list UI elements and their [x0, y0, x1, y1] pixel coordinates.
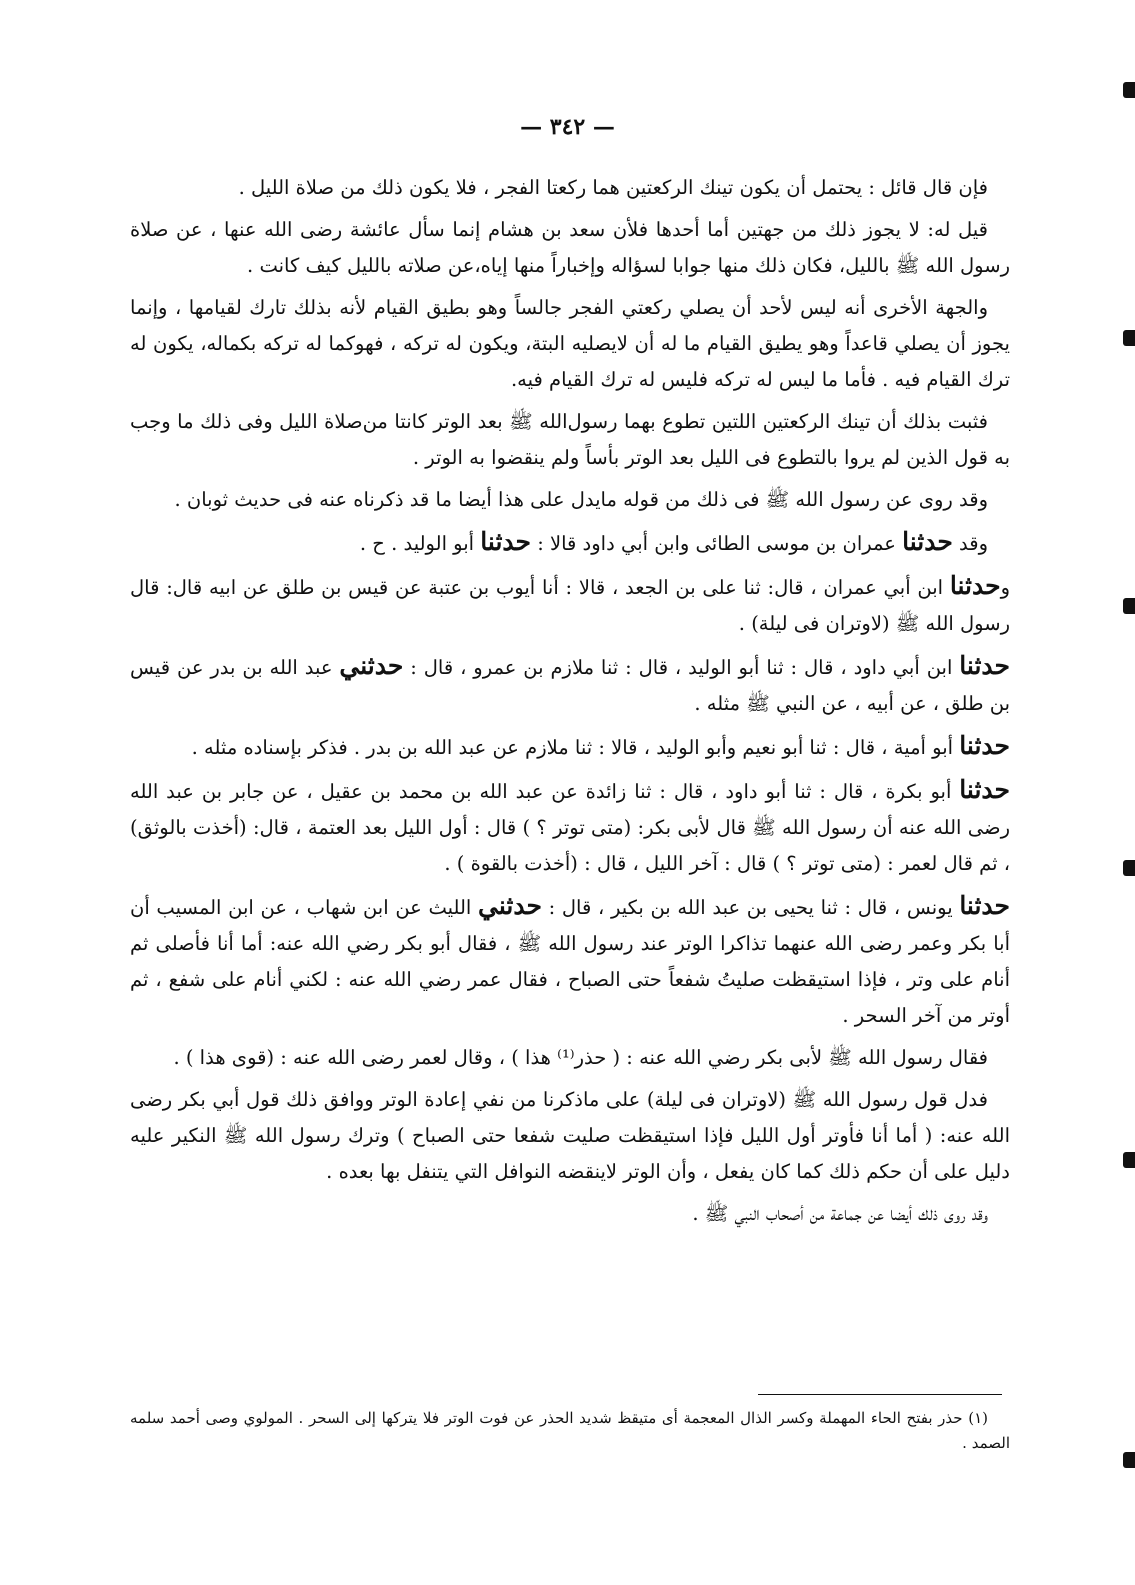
page-number: — ٣٤٢ — — [520, 114, 615, 140]
narration-word: حدثنا — [959, 651, 1010, 680]
paragraph: والجهة الأخرى أنه ليس لأحد أن يصلي ركعتي الفجر جالساً وهو بطيق القيام لأنه بذلك تارك لقيامها ، وإنما يجوز أن يصلي قاعداً وهو يطيق القيام ما له أن لايصليه البتة، ويكون له تركه ، فهوكما له تركه بكماله، يكون له ترك القيام فيه . فأما ما ليس له تركه فليس له ترك القيام فيه. — [130, 296, 1010, 391]
narration-word: حدثني — [339, 651, 404, 680]
hadith-prefix: وقد — [952, 532, 988, 555]
narration-word: حدثنا — [902, 527, 953, 556]
edge-mark — [1123, 1452, 1135, 1468]
hadith-prefix: و — [1000, 576, 1010, 599]
narration-word: حدثنا — [959, 775, 1010, 804]
hadith-text: ابن أبي عمران ، قال: ثنا على بن الجعد ، قالا : أنا أيوب بن عتبة عن قيس بن طلق عن ابيه قال: قال رسول الله ﷺ (لاوتران فى ليلة) . — [130, 576, 1010, 635]
paragraph: وقد روى ذلك أيضا عن جماعة من أصحاب النبي ﷺ . — [692, 1202, 988, 1225]
edge-mark — [1123, 860, 1135, 876]
narration-word: حدثنا — [959, 891, 1011, 920]
hadith-paragraph — [130, 524, 1010, 562]
paragraph: قيل له: لا يجوز ذلك من جهتين أما أحدها فلأن سعد بن هشام إنما سأل عائشة رضى الله عنها ، عن صلاة رسول الله ﷺ بالليل، فكان ذلك منها جوابا لسؤاله وإخباراً منها إياه،عن صلاته بالليل كيف كانت . — [130, 218, 1010, 277]
footnote-divider — [758, 1394, 1002, 1395]
hadith-text: أبو الوليد . ح . — [359, 532, 481, 555]
paragraph: فدل قول رسول الله ﷺ (لاوتران فى ليلة) على ماذكرنا من نفي إعادة الوتر ووافق ذلك قول أبي بكر رضى الله عنه: ( أما أنا فأوتر أول الليل فإذا استيقظت صليت شفعا حتى الصباح ) وترك رسول الله ﷺ النكير عليه دليل على أن حكم ذلك كما كان يفعل ، وأن الوتر لاينقضه النوافل التي يتنفل بها بعده . — [130, 1088, 1010, 1183]
paragraph: فإن قال قائل : يحتمل أن يكون تينك الركعتين هما ركعتا الفجر ، فلا يكون ذلك من صلاة الليل . — [238, 176, 988, 199]
hadith-paragraph — [130, 568, 1010, 642]
narration-word: حدثني — [478, 891, 542, 920]
hadith-paragraph — [130, 648, 1010, 722]
edge-mark — [1123, 82, 1135, 98]
paragraph: فقال رسول الله ﷺ لأبى بكر رضي الله عنه : ( حذر⁽¹⁾ هذا ) ، وقال لعمر رضى الله عنه : (قوى هذا ) . — [173, 1046, 988, 1069]
hadith-paragraph — [130, 728, 1010, 766]
hadith-text: يونس ، قال : ثنا يحيى بن عبد الله بن بكير ، قال : — [541, 896, 960, 919]
edge-mark — [1123, 598, 1135, 614]
paragraph: فثبت بذلك أن تينك الركعتين اللتين تطوع بهما رسول‌الله ﷺ بعد الوتر كانتا من‌صلاة الليل وفى ذلك ما وجب به قول الذين لم يروا بالتطوع فى الليل بعد الوتر بأساً ولم ينقضوا به الوتر . — [130, 410, 1010, 469]
main-text — [130, 170, 1010, 1238]
footnotes — [130, 1406, 1010, 1456]
edge-mark — [1123, 330, 1135, 346]
hadith-text: عمران بن موسى الطائى وابن أبي داود قالا : — [531, 532, 903, 555]
paragraph: وقد روى عن رسول الله ﷺ فى ذلك من قوله مايدل على هذا أيضا ما قد ذكرناه عنه فى حديث ثوبان . — [174, 488, 988, 511]
narration-word: حدثنا — [959, 731, 1010, 760]
hadith-text: عبد الله بن بدر عن قيس بن طلق ، عن أبيه ، عن النبي ﷺ مثله . — [130, 656, 1010, 715]
footnote: (١) حذر بفتح الحاء المهملة وكسر الذال المعجمة أى متيقظ شديد الحذر عن فوت الوتر فلا يتركها إلى السحر . المولوي وصى أحمد سلمه الصمد . — [130, 1409, 1010, 1452]
hadith-paragraph — [130, 772, 1010, 882]
narration-word: حدثنا — [949, 571, 1001, 600]
hadith-text: ابن أبي داود ، قال : ثنا أبو الوليد ، قال : ثنا ملازم بن عمرو ، قال : — [403, 656, 960, 679]
hadith-paragraph — [130, 888, 1010, 1034]
hadith-text: أبو أمية ، قال : ثنا أبو نعيم وأبو الوليد ، قالا : ثنا ملازم عن عبد الله بن بدر . فذكر بإسناده مثله . — [191, 736, 960, 759]
narration-word: حدثنا — [480, 527, 531, 556]
hadith-text: الليث عن ابن شهاب ، عن ابن المسيب أن أبا بكر وعمر رضى الله عنهما تذاكرا الوتر عند رسول الله ﷺ ، فقال أبو بكر رضي الله عنه: أما أنا فأصلى ثم أنام على وتر ، فإذا استيقظت صليتُ شفعاً حتى الصباح ، فقال عمر رضي الله عنه : لكني أنام على شفع ، ثم أوتر من آخر السحر . — [130, 896, 1010, 1027]
edge-mark — [1123, 1152, 1135, 1168]
hadith-text: أبو بكرة ، قال : ثنا أبو داود ، قال : ثنا زائدة عن عبد الله بن محمد بن عقيل ، عن جابر بن عبد الله رضى الله عنه أن رسول الله ﷺ قال لأبى بكر: (متى توتر ؟ ) قال : أول الليل بعد العتمة ، قال: (أخذت بالوثق) ، ثم قال لعمر : (متى توتر ؟ ) قال : آخر الليل ، قال : (أخذت بالقوة ) . — [130, 780, 1010, 875]
